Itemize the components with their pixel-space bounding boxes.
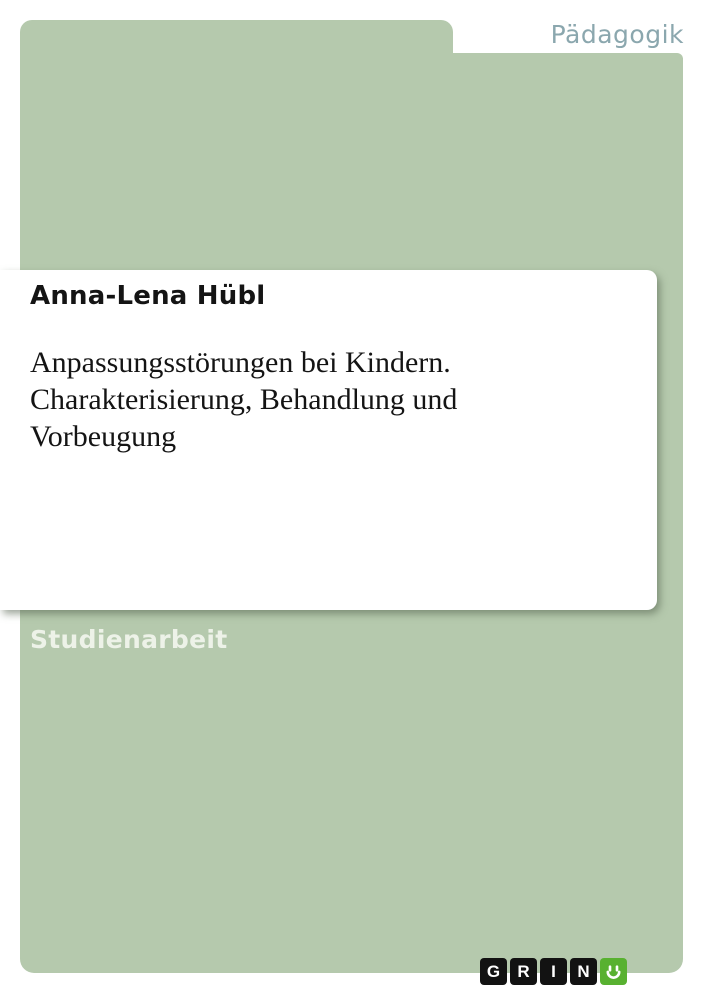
document-title: Anpassungsstörungen bei Kindern. Charakterisierung, Behandlung und Vorbeugung	[30, 346, 458, 453]
smiley-icon	[600, 958, 627, 985]
logo-letter-r: R	[510, 958, 537, 985]
category-label: Pädagogik	[550, 20, 684, 49]
document-type-label: Studienarbeit	[30, 625, 228, 654]
title-card	[0, 270, 657, 610]
grin-logo	[480, 958, 627, 985]
author-name: Anna-Lena Hübl	[30, 281, 266, 311]
logo-letter-g: G	[480, 958, 507, 985]
logo-letter-i: I	[540, 958, 567, 985]
logo-letter-n: N	[570, 958, 597, 985]
